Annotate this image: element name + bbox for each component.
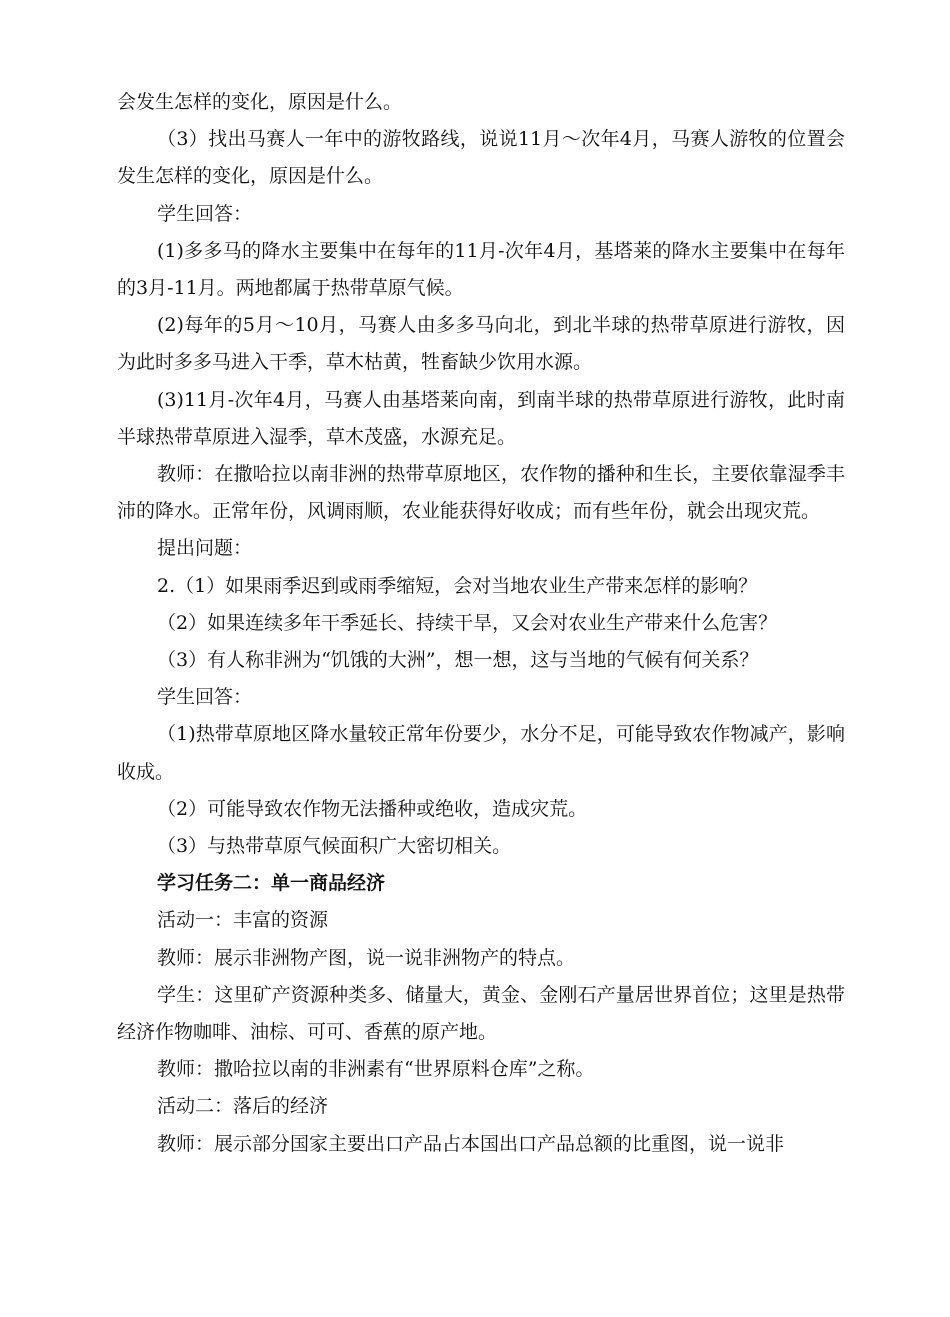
paragraph-8: 提出问题： xyxy=(157,537,253,560)
paragraph-15: （3）与热带草原气候面积广大密切相关。 xyxy=(157,835,512,858)
paragraph-22: 教师：展示部分国家主要出口产品占本国出口产品总额的比重图，说一说非 xyxy=(157,1132,785,1155)
paragraph-1: 会发生怎样的变化，原因是什么。 xyxy=(117,91,403,113)
paragraph-21: 活动二：落后的经济 xyxy=(157,1095,329,1118)
paragraph-20: 教师：撒哈拉以南的非洲素有“世界原料仓库”之称。 xyxy=(157,1058,595,1081)
paragraph-13: （1)热带草原地区降水量较正常年份要少，水分不足，可能导致农作物减产，影响收成。 xyxy=(117,723,845,783)
paragraph-19: 学生：这里矿产资源种类多、储量大，黄金、金刚石产量居世界首位；这里是热带经济作物咖啡、油棕、可可、香蕉的原产地。 xyxy=(117,983,845,1044)
paragraph-10: （2）如果连续多年干季延长、持续干旱，又会对农业生产带来什么危害？ xyxy=(157,611,778,634)
paragraph-17: 活动一：丰富的资源 xyxy=(157,909,329,932)
paragraph-14: （2）可能导致农作物无法播种或绝收，造成灾荒。 xyxy=(157,797,588,820)
paragraph-18: 教师：展示非洲物产图，说一说非洲物产的特点。 xyxy=(157,946,576,969)
paragraph-7: 教师：在撒哈拉以南非洲的热带草原地区，农作物的播种和生长，主要依靠湿季丰沛的降水。正常年份，风调雨顺，农业能获得好收成；而有些年份，就会出现灾荒。 xyxy=(117,463,845,523)
section-heading: 学习任务二：单一商品经济 xyxy=(157,872,386,895)
paragraph-3: 学生回答： xyxy=(157,202,253,225)
paragraph-2: （3）找出马赛人一年中的游牧路线，说说11月～次年4月，马赛人游牧的位置会发生怎样的变化，原因是什么。 xyxy=(117,128,845,188)
paragraph-6: (3)11月-次年4月，马赛人由基塔莱向南，到南半球的热带草原进行游牧，此时南半球热带草原进入湿季，草木茂盛，水源充足。 xyxy=(117,388,845,448)
document-page xyxy=(117,84,845,1163)
paragraph-4: (1)多多马的降水主要集中在每年的11月-次年4月，基塔莱的降水主要集中在每年的3月-11月。两地都属于热带草原气候。 xyxy=(117,239,845,300)
paragraph-5: (2)每年的5月～10月，马赛人由多多马向北，到北半球的热带草原进行游牧，因为此时多多马进入干季，草木枯黄，牲畜缺少饮用水源。 xyxy=(117,314,845,374)
paragraph-11: （3）有人称非洲为“饥饿的大洲”，想一想，这与当地的气候有何关系？ xyxy=(157,649,759,672)
paragraph-12: 学生回答： xyxy=(157,686,253,709)
paragraph-9: 2.（1）如果雨季迟到或雨季缩短，会对当地农业生产带来怎样的影响？ xyxy=(157,574,758,597)
